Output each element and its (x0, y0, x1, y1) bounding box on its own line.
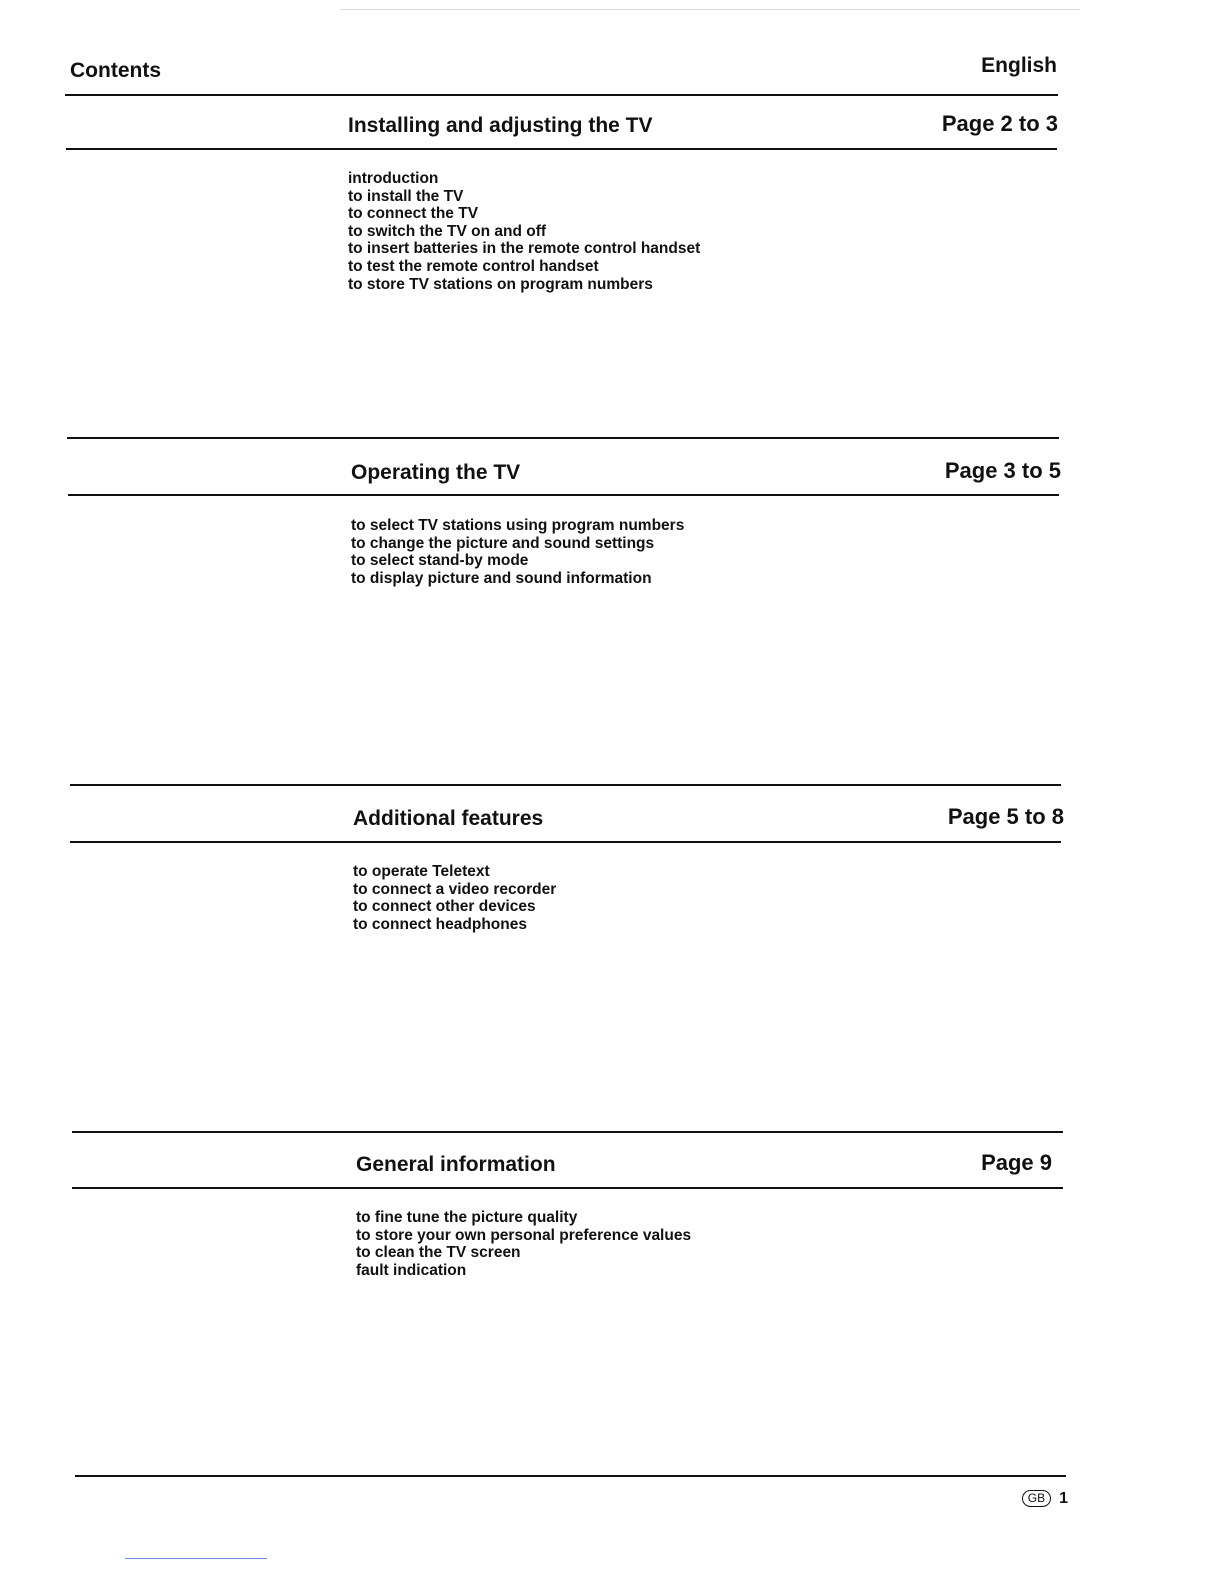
section-item-list (351, 517, 684, 587)
footer-rule (75, 1475, 1066, 1477)
page-footer (1022, 1490, 1068, 1508)
list-item: to test the remote control handset (348, 257, 599, 275)
section-item-list (348, 170, 700, 293)
list-item: to switch the TV on and off (348, 222, 547, 240)
section-rule (68, 494, 1059, 496)
section-rule (72, 1187, 1063, 1189)
section-item-list (356, 1209, 691, 1279)
list-item: to connect a video recorder (353, 880, 557, 898)
section-page-range[interactable]: Page 2 to 3 (941, 111, 1058, 136)
list-item: to insert batteries in the remote control handset (348, 240, 701, 258)
section-item-list (353, 863, 556, 933)
list-item: to select TV stations using program numbers (351, 517, 685, 534)
section-rule (66, 148, 1057, 150)
section-title[interactable]: Additional features (353, 807, 544, 830)
list-item: to select stand-by mode (351, 552, 529, 570)
section-divider (67, 437, 1059, 439)
section-page-range[interactable]: Page 5 to 8 (947, 804, 1064, 829)
list-item: to change the picture and sound settings (351, 534, 655, 552)
list-item: to connect the TV (348, 205, 479, 223)
list-item: fault indication (356, 1261, 467, 1279)
section-rule (70, 841, 1061, 843)
section-title[interactable]: Operating the TV (351, 461, 521, 484)
list-item: introduction (348, 170, 439, 187)
list-item: to connect other devices (353, 898, 536, 916)
section-divider (70, 784, 1061, 786)
section-divider (72, 1131, 1063, 1133)
section-page-range[interactable]: Page 9 (981, 1150, 1052, 1175)
list-item: to display picture and sound information (351, 569, 652, 587)
section-title[interactable]: Installing and adjusting the TV (348, 114, 653, 137)
list-item: to fine tune the picture quality (356, 1209, 578, 1226)
list-item: to store TV stations on program numbers (348, 275, 653, 293)
language-label: English (981, 54, 1057, 77)
section-page-range[interactable]: Page 3 to 5 (944, 458, 1061, 483)
list-item: to install the TV (348, 187, 464, 205)
list-item: to clean the TV screen (356, 1244, 521, 1262)
section-title[interactable]: General information (356, 1153, 556, 1176)
header-rule (65, 94, 1058, 96)
list-item: to connect headphones (353, 915, 527, 933)
page-number: 1 (1059, 1490, 1068, 1507)
list-item: to store your own personal preference values (356, 1226, 692, 1244)
country-badge: GB (1022, 1490, 1051, 1507)
contents-heading: Contents (70, 59, 161, 82)
list-item: to operate Teletext (353, 863, 490, 880)
